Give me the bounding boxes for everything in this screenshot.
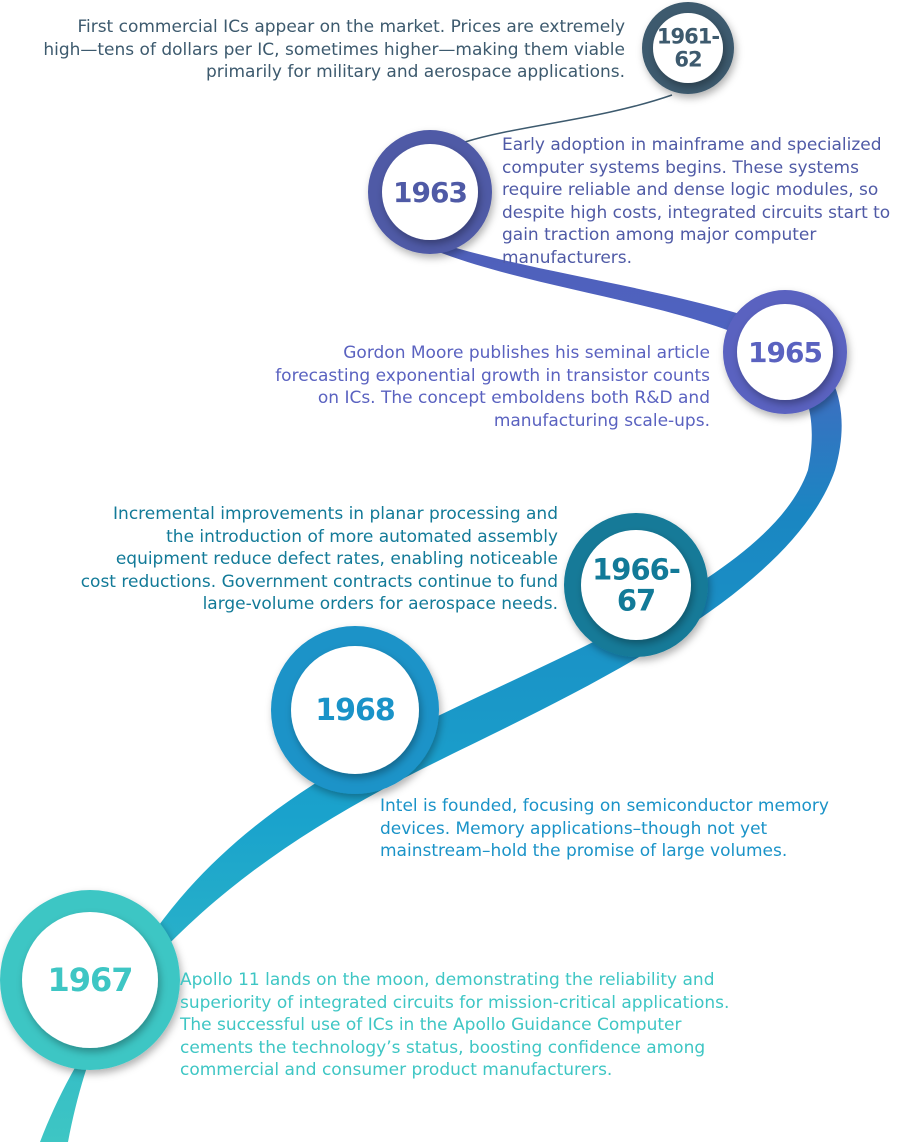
milestone-node-1966-67 [564,513,708,657]
description-1961-62: First commercial ICs appear on the market. Prices are extremely high—tens of dollars per IC, sometimes higher—making them viable primarily for military and aerospace applications. [43,17,625,82]
milestone-year-label: 1967 [47,961,133,999]
milestone-year-label: 1963 [393,175,467,209]
milestone-year-label: 1966-67 [592,552,680,618]
milestone-node-1963 [368,130,492,254]
description-1963: Early adoption in mainframe and specialized computer systems begins. These systems require reliable and dense logic modules, so despite high costs, integrated circuits start to gain traction among major computer manufacturers. [502,135,891,268]
description-1968: Intel is founded, focusing on semiconductor memory devices. Memory applications–though not yet mainstream–hold the promise of large volumes. [380,796,829,861]
milestone-node-1968 [271,626,439,794]
milestone-node-1961-62 [642,2,734,94]
description-1966-67: Incremental improvements in planar processing and the introduction of more automated assembly equipment reduce defect rates, enabling noticeable cost reductions. Government contracts continue to fund large-volume orders for aerospace needs. [80,504,558,614]
description-1965: Gordon Moore publishes his seminal article forecasting exponential growth in transistor counts on ICs. The concept emboldens both R&D and manufacturing scale-ups. [275,343,710,431]
description-1967: Apollo 11 lands on the moon, demonstrating the reliability and superiority of integrated circuits for mission-critical applications. The successful use of ICs in the Apollo Guidance Computer cements the technology’s status, boosting confidence among commercial and consumer product manufacturers. [180,970,730,1080]
milestone-year-label: 1961-62 [656,24,720,72]
milestone-node-1965 [723,290,847,414]
milestone-node-1967 [0,890,180,1070]
milestone-year-label: 1968 [315,692,395,728]
milestone-year-label: 1965 [748,335,822,369]
